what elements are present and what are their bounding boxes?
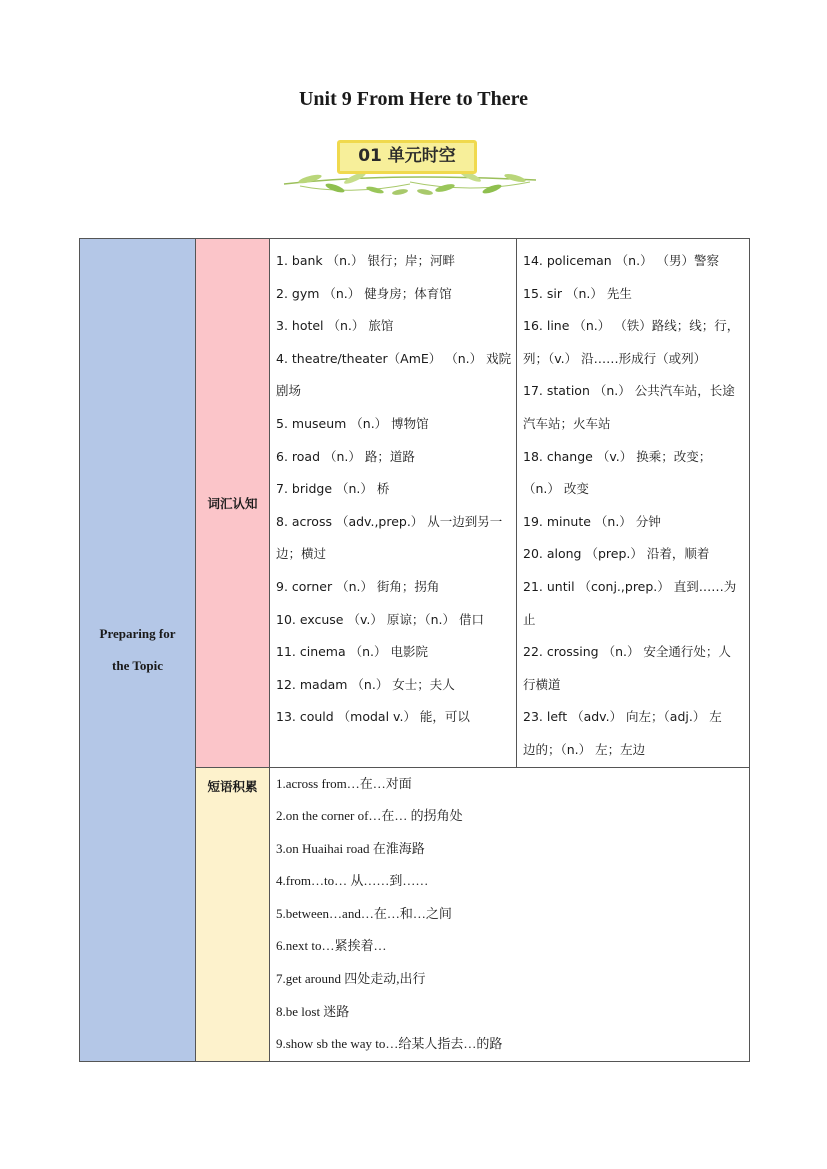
vocab-label-cell bbox=[196, 239, 270, 768]
vocab-item: 15. sir （n.） 先生 bbox=[523, 285, 632, 301]
vocab-item: 4. theatre/theater（AmE） （n.） 戏院 bbox=[276, 350, 512, 366]
vocab-item: 边的；（n.） 左；左边 bbox=[523, 741, 646, 757]
vocab-item: 20. along （prep.） 沿着，顺着 bbox=[523, 546, 710, 562]
vocab-item: 12. madam （n.） 女士；夫人 bbox=[276, 676, 455, 692]
vocab-item: 10. excuse （v.） 原谅；（n.） 借口 bbox=[276, 611, 484, 627]
phrase-item: 4.from…to… 从……到…… bbox=[276, 873, 429, 889]
vocab-item: 17. station （n.） 公共汽车站，长途 bbox=[523, 383, 735, 399]
vocab-item: 8. across （adv.,prep.） 从一边到另一 bbox=[276, 513, 503, 529]
vocab-col-1 bbox=[270, 239, 517, 768]
vocab-item: 23. left （adv.） 向左；（adj.） 左 bbox=[523, 709, 722, 725]
topic-label: Preparing for the Topic bbox=[99, 625, 176, 673]
vocab-item: 6. road （n.） 路；道路 bbox=[276, 448, 415, 464]
phrase-item: 9.show sb the way to…给某人指去…的路 bbox=[276, 1036, 503, 1052]
topic-cell bbox=[80, 239, 196, 1062]
vocab-item: 13. could （modal v.） 能，可以 bbox=[276, 709, 470, 725]
phrase-item: 8.be lost 迷路 bbox=[276, 1003, 350, 1019]
vocab-item: （n.） 改变 bbox=[523, 481, 589, 497]
vocab-item: 14. policeman （n.） （男）警察 bbox=[523, 253, 720, 268]
banner-text: 01 单元时空 bbox=[358, 146, 456, 166]
vocabulary-table bbox=[79, 238, 750, 1062]
vocab-col-2 bbox=[517, 239, 750, 768]
vocab-item: 22. crossing （n.） 安全通行处；人 bbox=[523, 644, 731, 660]
vocab-item: 边；横过 bbox=[276, 546, 327, 562]
phrase-item: 1.across from…在…对面 bbox=[276, 775, 412, 791]
vocab-item: 止 bbox=[523, 611, 536, 627]
section-banner bbox=[280, 134, 540, 200]
phrase-label-cell bbox=[196, 767, 270, 1061]
vocab-item: 2. gym （n.） 健身房；体育馆 bbox=[276, 285, 452, 301]
vocab-label: 词汇认知 bbox=[207, 496, 258, 512]
phrase-label: 短语积累 bbox=[207, 778, 258, 794]
vocab-item: 1. bank （n.） 银行；岸；河畔 bbox=[276, 253, 455, 268]
vocab-item: 7. bridge （n.） 桥 bbox=[276, 481, 390, 497]
vocab-item: 9. corner （n.） 街角；拐角 bbox=[276, 578, 440, 594]
phrase-item: 6.next to…紧挨着… bbox=[276, 938, 387, 954]
phrase-item: 7.get around 四处走动,出行 bbox=[276, 971, 426, 987]
vocab-item: 16. line （n.） （铁）路线；线；行， bbox=[523, 318, 740, 334]
vocab-item: 汽车站；火车站 bbox=[523, 415, 611, 431]
vocab-item: 18. change （v.） 换乘；改变； bbox=[523, 448, 712, 464]
phrase-list bbox=[270, 767, 750, 1061]
vocab-item: 行横道 bbox=[523, 676, 561, 692]
phrase-item: 2.on the corner of…在… 的拐角处 bbox=[276, 808, 463, 824]
vocab-item: 21. until （conj.,prep.） 直到……为 bbox=[523, 578, 737, 594]
vocab-item: 11. cinema （n.） 电影院 bbox=[276, 644, 428, 660]
phrase-item: 5.between…and…在…和…之间 bbox=[276, 905, 452, 921]
vocab-item: 3. hotel （n.） 旅馆 bbox=[276, 318, 394, 334]
phrase-item: 3.on Huaihai road 在淮海路 bbox=[276, 840, 425, 856]
vocab-item: 5. museum （n.） 博物馆 bbox=[276, 415, 429, 431]
vocab-item: 列；（v.） 沿……形成行（或列） bbox=[523, 350, 707, 366]
page-title: Unit 9 From Here to There bbox=[298, 88, 529, 110]
vocab-item: 剧场 bbox=[276, 383, 302, 399]
vocab-item: 19. minute （n.） 分钟 bbox=[523, 513, 661, 529]
